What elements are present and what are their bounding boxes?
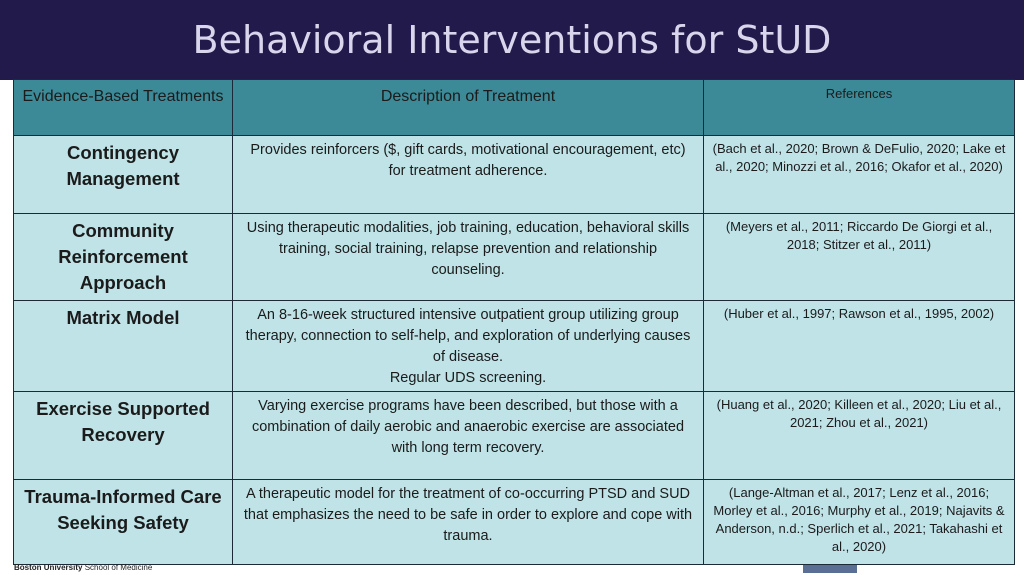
header-description: Description of Treatment: [233, 80, 704, 136]
treatment-name: Matrix Model: [14, 301, 233, 392]
treatment-references: (Meyers et al., 2011; Riccardo De Giorgi et al., 2018; Stitzer et al., 2011): [704, 214, 1015, 301]
title-bar: [0, 0, 1024, 80]
treatment-description-line2: Regular UDS screening.: [389, 370, 547, 386]
treatment-references: (Lange-Altman et al., 2017; Lenz et al., 2016; Morley et al., 2016; Murphy et al., 2019; Najavits & Anderson, n.d.; Sperlich et al., 2021; Takahashi et al., 2020): [704, 480, 1015, 565]
school-name: School of Medicine: [84, 563, 153, 572]
table-header-row: [14, 80, 1015, 136]
treatment-description-cell: [233, 301, 704, 392]
header-references: References: [704, 80, 1015, 136]
treatment-description: Provides reinforcers ($, gift cards, motivational encouragement, etc) for treatment adherence.: [233, 136, 704, 214]
university-name: Boston University: [14, 563, 83, 572]
treatment-description: An 8-16-week structured intensive outpatient group utilizing group therapy, connection to self-help, and exploration of underlying causes of disease.: [245, 307, 691, 365]
university-logo: [14, 563, 152, 572]
treatment-description: A therapeutic model for the treatment of co-occurring PTSD and SUD that emphasizes the need to be safe in order to explore and cope with trauma.: [233, 480, 704, 565]
table-row: [14, 480, 1015, 565]
table-row: [14, 301, 1015, 392]
treatment-name: Contingency Management: [14, 136, 233, 214]
treatment-references: (Huang et al., 2020; Killeen et al., 2020; Liu et al., 2021; Zhou et al., 2021): [704, 392, 1015, 480]
treatments-table: [13, 79, 1015, 565]
treatment-references: (Huber et al., 1997; Rawson et al., 1995, 2002): [704, 301, 1015, 392]
treatment-description: Varying exercise programs have been described, but those with a combination of daily aerobic and anaerobic exercise are associated with long term recovery.: [233, 392, 704, 480]
treatment-name: Community Reinforcement Approach: [14, 214, 233, 301]
table-row: [14, 214, 1015, 301]
table-row: [14, 392, 1015, 480]
treatment-name: Trauma-Informed Care Seeking Safety: [14, 480, 233, 565]
slide-title: Behavioral Interventions for StUD: [192, 18, 832, 62]
table-row: [14, 136, 1015, 214]
treatment-name: Exercise Supported Recovery: [14, 392, 233, 480]
treatment-description: Using therapeutic modalities, job training, education, behavioral skills training, social training, relapse prevention and relationship counseling.: [233, 214, 704, 301]
header-treatments: Evidence-Based Treatments: [14, 80, 233, 136]
footer-badge: [803, 565, 857, 573]
treatment-references: (Bach et al., 2020; Brown & DeFulio, 2020; Lake et al., 2020; Minozzi et al., 2016; Okafor et al., 2020): [704, 136, 1015, 214]
